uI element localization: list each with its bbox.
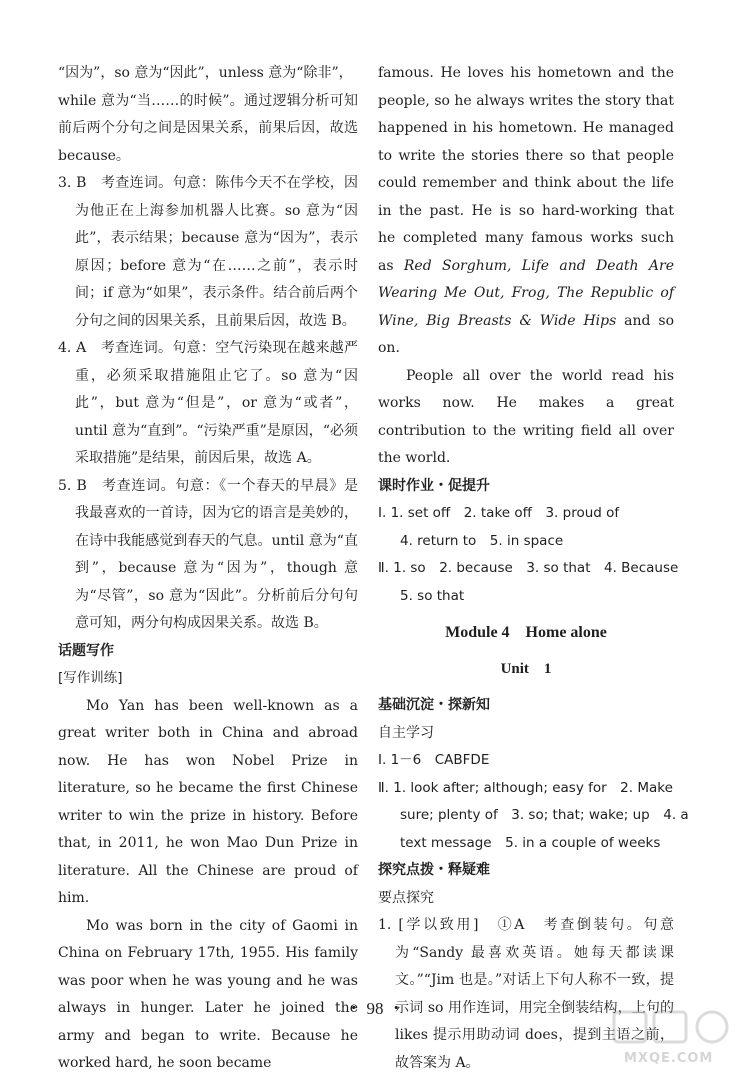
explore-heading: 探究点拨・释疑难 (378, 862, 490, 878)
intro-line-1: “因为”，so 意为“因此”，unless 意为“除非”， (58, 65, 353, 81)
answer-item-3: 3. B 考查连词。句意：陈伟今天不在学校，因为他正在上海参加机器人比赛。so 意为“因此”，表示结果；because 意为“因为”，表示原因；before 意为“在……之前”，表示时间；if 意为“如果”，表示条件。结合前后两个分句之间的因果关系，且前果后因，故选 B。 (58, 175, 358, 329)
unit-title: Unit 1 (500, 661, 552, 677)
essay-paragraph-2: Mo was born in the city of Gaomi in China on February 17th, 1955. His family was poor when he was young and he was always in hunger. Later he joined the army and began to write. Because he worked hard, he soon became (58, 917, 358, 1071)
key-point-1: 1. [学以致用] ①A 考查倒装句。句意为“Sandy 最喜欢英语。她每天都读课文。”“Jim 也是。”对话上下句人称不一致，提示词 so 用作连词，用完全倒装结构，上句的 likes 提示用助动词 does，提到主语之前，故答案为 A。 (378, 917, 674, 1071)
left-column (58, 60, 358, 1078)
right-column (378, 60, 689, 1077)
essay-continued-text: famous. He loves his hometown and the people, so he always writes the story that happened in his hometown. He managed to write the stories there so that people could remember and think about the life in the past. He is so hard-working that he completed many famous works such as (378, 65, 674, 274)
self-study-2-line-3: text message 5. in a couple of weeks (400, 834, 661, 851)
homework-1-line-2: 4. return to 5. in space (400, 532, 564, 549)
page-number: ・ 98 ・ (345, 999, 405, 1018)
homework-2-line-1: Ⅱ. 1. so 2. because 3. so that 4. Because (378, 560, 679, 576)
watermark-logo (610, 1008, 740, 1068)
essay-continued (378, 60, 674, 363)
essay-paragraph-3: People all over the world read his works now. He makes a great contribution to the writing field all over the world. (378, 367, 674, 466)
works-titles: Red Sorghum, Life and Death Are Wearing Me Out, Frog, The Republic of Wine, Big Breasts & Wide Hips (378, 257, 675, 329)
self-study-2-line-1: Ⅱ. 1. look after; although; easy for 2. Make (378, 779, 673, 796)
basics-heading: 基础沉淀・探新知 (378, 697, 490, 713)
intro-line-2: while 意为“当……的时候”。通过逻辑分析可知前后两个分句之间是因果关系，前果后因，故选 because。 (58, 92, 358, 164)
writing-subheading: [写作训练] (58, 670, 123, 686)
homework-2-line-2: 5. so that (400, 587, 465, 604)
key-points-heading: 要点探究 (378, 889, 434, 906)
self-study-2-line-2: sure; plenty of 3. so; that; wake; up 4. a (400, 807, 689, 823)
self-study-1: Ⅰ. 1－6 CABFDE (378, 752, 490, 768)
answer-item-5: 5. B 考查连词。句意：《一个春天的早晨》是我最喜欢的一首诗，因为它的语言是美妙的，在诗中我能感觉到春天的气息。until 意为“直到”，because 意为“因为”，though 意为“尽管”，so 意为“因此”。分析前后分句句意可知，两分句构成因果关系。故选 B。 (58, 477, 358, 631)
homework-1-line-1: Ⅰ. 1. set off 2. take off 3. proud of (378, 505, 620, 521)
essay-continued-end: and so on. (378, 312, 675, 356)
homework-heading: 课时作业・促提升 (378, 477, 490, 494)
module-title: Module 4 Home alone (445, 624, 607, 641)
writing-heading: 话题写作 (58, 642, 114, 659)
answer-item-4: 4. A 考查连词。句意：空气污染现在越来越严重，必须采取措施阻止它了。so 意为“因此”，but 意为“但是”，or 意为“或者”，until 意为“直到”。“污染严重”是原因，“必须采取措施”是结果，前因后果，故选 A。 (58, 340, 358, 466)
watermark-emblem-icon (610, 1008, 740, 1048)
watermark-text: MXQE.COM (624, 1051, 714, 1066)
essay-paragraph-1: Mo Yan has been well-known as a great writer both in China and abroad now. He has won Nobel Prize in literature, so he became the first Chinese writer to win the prize in history. Before that, in 2011, he won Mao Dun Prize in literature. All the Chinese are proud of him. (58, 697, 358, 906)
self-study-heading: 自主学习 (378, 724, 434, 741)
